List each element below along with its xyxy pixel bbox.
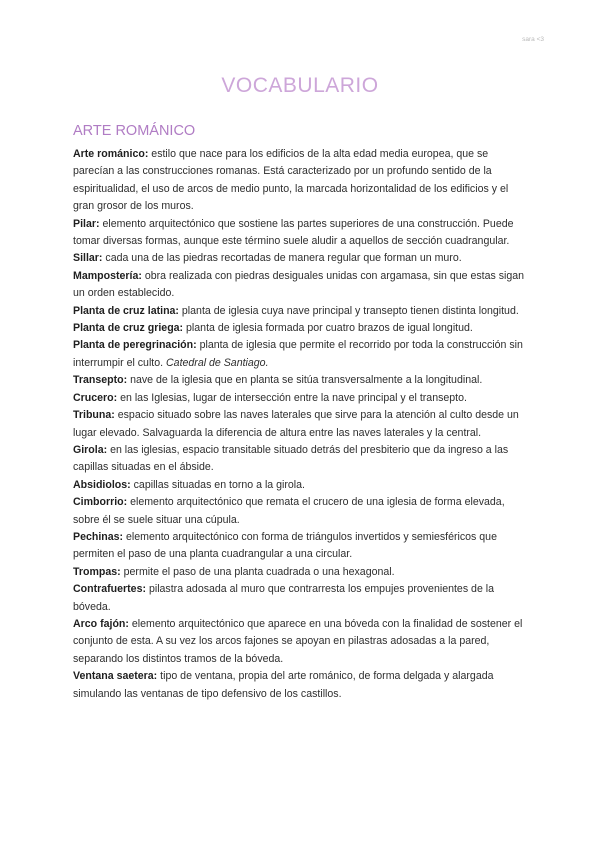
vocab-definition: planta de iglesia cuya nave principal y transepto tienen distinta longitud. [178, 304, 519, 317]
vocabulary-list [73, 146, 531, 703]
page-title: VOCABULARIO [221, 74, 379, 97]
vocab-term: Tribuna: [73, 409, 115, 422]
vocab-term: Mampostería: [73, 269, 142, 282]
vocab-entry-absidiolos [73, 477, 531, 494]
vocab-definition: permite el paso de una planta cuadrada o una hexagonal. [120, 565, 395, 578]
vocab-definition: elemento arquitectónico con forma de triángulos invertidos y semiesféricos que permiten el paso de una planta cuadrangular a una circular. [73, 530, 497, 561]
vocab-entry-peregrinacion [73, 337, 531, 372]
vocab-term: Contrafuertes: [73, 583, 146, 596]
vocab-entry-pilar [73, 216, 531, 251]
vocab-definition: en las iglesias, espacio transitable situado detrás del presbiterio que da ingreso a las capillas situadas en el ábside. [73, 443, 509, 474]
vocab-entry-cimborrio [73, 494, 531, 529]
vocab-definition: elemento arquitectónico que remata el crucero de una iglesia de forma elevada, sobre él se suele situar una cúpula. [73, 496, 505, 526]
vocab-entry-girola [73, 442, 531, 477]
vocab-term: Girola: [73, 443, 108, 456]
vocab-definition: cada una de las piedras recortadas de manera regular que forman un muro. [102, 252, 462, 265]
vocab-entry-ventana-saetera [73, 668, 531, 703]
vocab-term: Planta de cruz griega: [73, 322, 184, 335]
vocab-definition: elemento arquitectónico que sostiene las partes superiores de una construcción. Puede tomar diversas formas, aunque este término suele aludir a aquellos de sección cuadrangular. [73, 217, 514, 248]
vocab-entry-cruz-latina [73, 303, 531, 320]
vocab-definition: tipo de ventana, propia del arte románico, de forma delgada y alargada simulando las ventanas de tipo defensivo de los castillos. [73, 670, 494, 700]
vocab-term: Trompas: [73, 565, 121, 578]
corner-note: sara <3 [522, 36, 544, 43]
vocab-entry-contrafuertes [73, 581, 531, 616]
vocab-entry-cruz-griega [73, 320, 531, 337]
section-title: ARTE ROMÁNICO [73, 123, 196, 139]
vocab-definition: capillas situadas en torno a la girola. [130, 478, 305, 491]
vocab-entry-trompas [73, 564, 531, 581]
vocab-term: Absidiolos: [73, 478, 131, 491]
vocab-term: Arte románico: [73, 148, 149, 160]
vocab-entry-arte-romanico [73, 146, 531, 216]
vocab-term: Transepto: [73, 374, 128, 387]
vocab-term: Pilar: [73, 217, 100, 230]
vocab-definition: en las Iglesias, lugar de intersección entre la nave principal y el transepto. [117, 391, 467, 404]
vocab-term: Pechinas: [73, 530, 124, 543]
vocab-entry-crucero [73, 390, 531, 407]
vocab-term: Arco fajón: [73, 617, 129, 630]
vocab-definition: pilastra adosada al muro que contrarresta los empujes provenientes de la bóveda. [73, 583, 495, 613]
vocab-example: Catedral de Santiago. [166, 356, 269, 369]
vocab-definition: planta de iglesia que permite el recorrido por toda la construcción sin interrumpir el culto. [73, 339, 523, 369]
vocab-term: Cimborrio: [73, 496, 128, 509]
vocab-term: Ventana saetera: [73, 670, 158, 683]
vocab-entry-pechinas [73, 529, 531, 564]
vocab-entry-arco-fajon [73, 616, 531, 668]
vocab-definition: espacio situado sobre las naves laterales que sirve para la atención al culto desde un lugar elevado. Salvaguarda la diferencia de altura entre las naves laterales y la central. [73, 409, 519, 439]
vocab-definition: estilo que nace para los edificios de la alta edad media europea, que se parecían a las construcciones romanas. Está caracterizado por un profundo sentido de la espiritualidad, el uso de arcos de medio punto, la marcada horizontalidad de los edificios y el gran grosor de los muros. [73, 148, 509, 213]
vocab-definition: obra realizada con piedras desiguales unidas con argamasa, sin que estas sigan un orden establecido. [73, 269, 525, 300]
vocab-entry-tribuna [73, 407, 531, 442]
vocab-definition: nave de la iglesia que en planta se sitúa transversalmente a la longitudinal. [127, 374, 483, 387]
vocab-entry-sillar [73, 250, 531, 267]
vocab-term: Sillar: [73, 252, 103, 265]
vocab-term: Planta de peregrinación: [73, 339, 197, 352]
vocab-term: Crucero: [73, 391, 118, 404]
vocab-definition: elemento arquitectónico que aparece en una bóveda con la finalidad de sostener el conjunto de esta. A su vez los arcos fajones se apoyan en pilastras adosadas a la pared, separando los distintos tramos de la bóveda. [73, 617, 523, 665]
vocab-entry-mamposteria [73, 268, 531, 303]
vocab-term: Planta de cruz latina: [73, 304, 179, 317]
vocab-entry-transepto [73, 372, 531, 389]
vocab-definition: planta de iglesia formada por cuatro brazos de igual longitud. [183, 322, 473, 335]
